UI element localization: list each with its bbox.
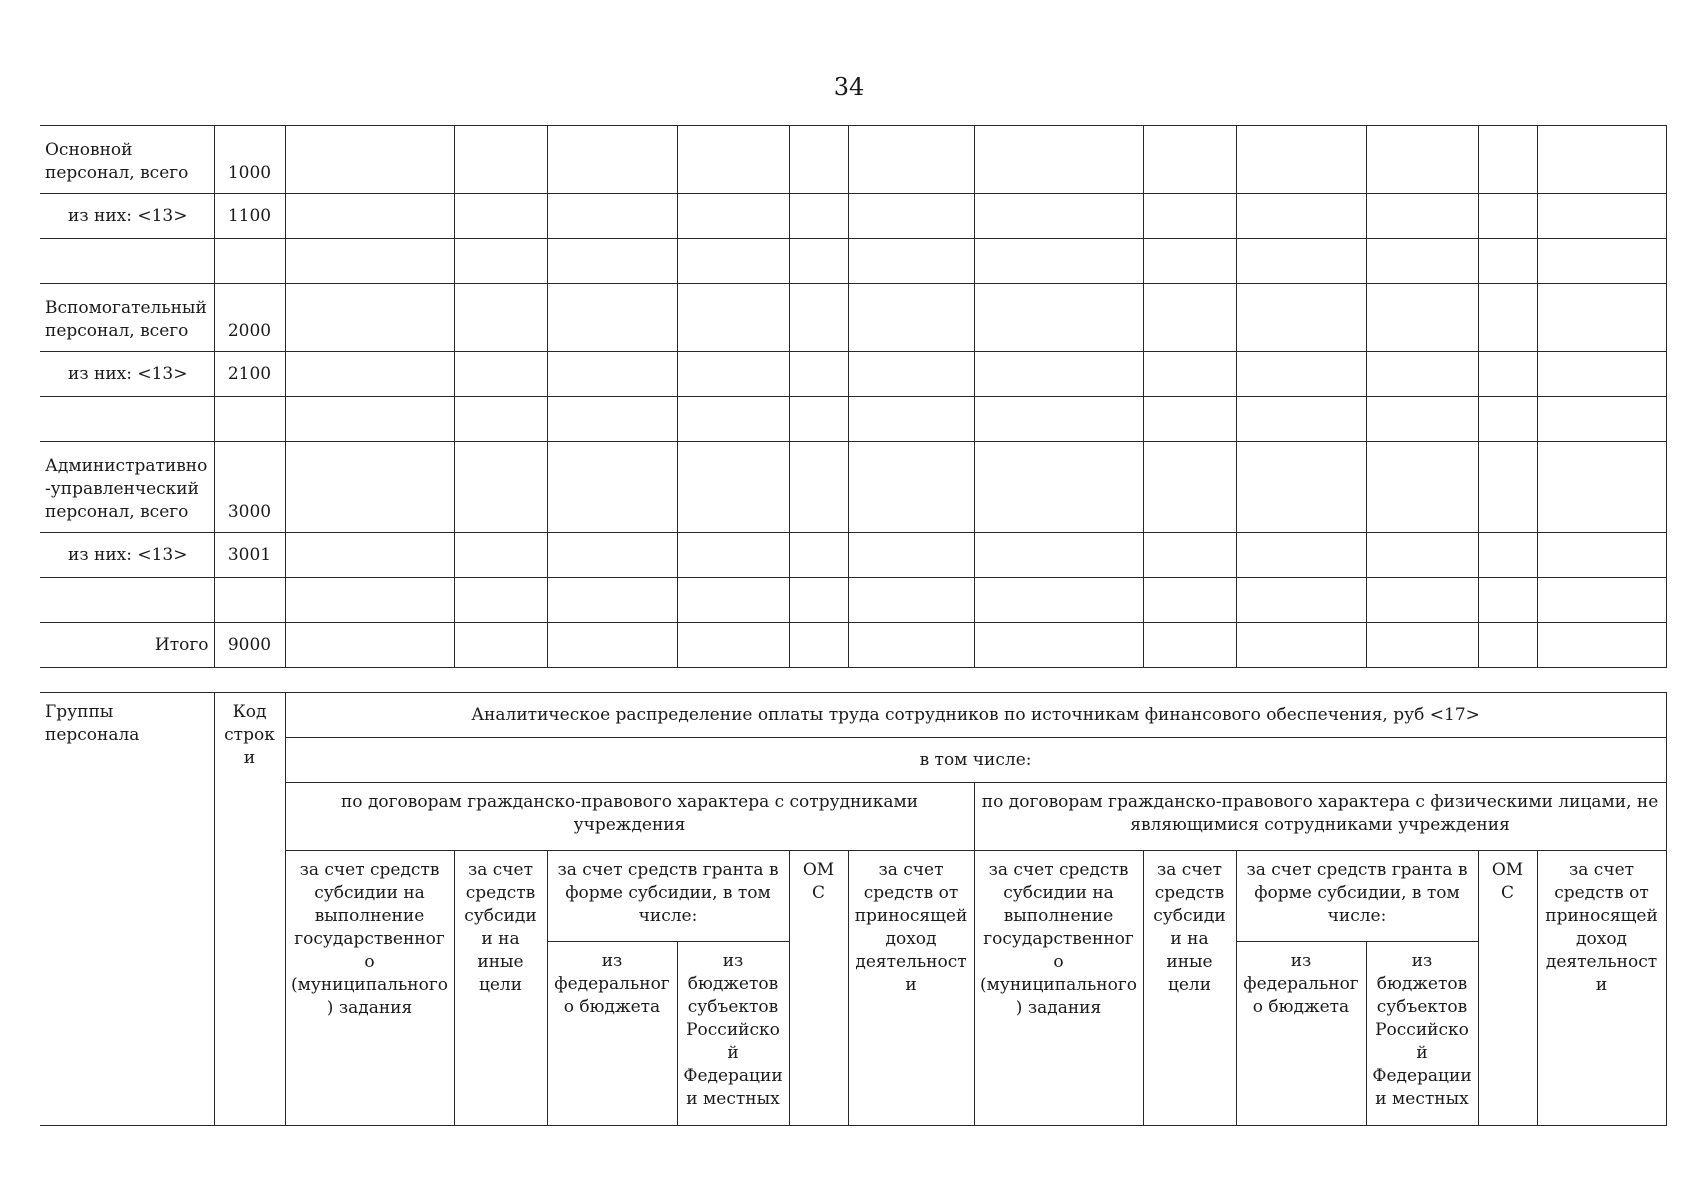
- value-cell: [285, 239, 454, 284]
- value-cell: [285, 352, 454, 397]
- value-cell: [974, 397, 1143, 442]
- value-cell: [285, 397, 454, 442]
- value-cell: [1366, 284, 1478, 352]
- header-col-subsidy-task-2: за счет средств субсидии на выполнение государственного (муниципального ) задания: [974, 851, 1143, 1126]
- value-cell: [547, 194, 677, 239]
- payroll-header-table: [40, 692, 1667, 1126]
- row-code-cell: [214, 397, 285, 442]
- header-main-title: Аналитическое распределение оплаты труда сотрудников по источникам финансового обеспечения, руб <17>: [285, 693, 1666, 738]
- value-cell: [1143, 239, 1236, 284]
- page-number: 34: [833, 73, 865, 101]
- value-cell: [1143, 623, 1236, 668]
- header-row-code: Код строк и: [214, 693, 285, 1126]
- value-cell: [454, 578, 547, 623]
- value-cell: [285, 623, 454, 668]
- value-cell: [1537, 194, 1666, 239]
- value-cell: [1366, 194, 1478, 239]
- value-cell: [1143, 126, 1236, 194]
- value-cell: [1478, 194, 1537, 239]
- table-row: [40, 533, 1666, 578]
- value-cell: [1143, 578, 1236, 623]
- table-row: [40, 352, 1666, 397]
- table-row: [40, 284, 1666, 352]
- table-row: [40, 623, 1666, 668]
- value-cell: [1366, 533, 1478, 578]
- value-cell: [1537, 397, 1666, 442]
- value-cell: [1366, 239, 1478, 284]
- row-code-cell: [214, 578, 285, 623]
- value-cell: [848, 239, 974, 284]
- value-cell: [285, 284, 454, 352]
- value-cell: [1537, 442, 1666, 533]
- header-staff-groups: Группы персонала: [40, 693, 214, 1126]
- staff-group-cell: Итого: [40, 623, 214, 668]
- value-cell: [285, 126, 454, 194]
- value-cell: [454, 194, 547, 239]
- payroll-header-body: [40, 693, 1666, 1126]
- value-cell: [789, 352, 848, 397]
- value-cell: [677, 352, 789, 397]
- value-cell: [547, 533, 677, 578]
- value-cell: [1236, 442, 1366, 533]
- header-col-subsidy-task: за счет средств субсидии на выполнение государственного (муниципального ) задания: [285, 851, 454, 1126]
- row-code-cell: 2100: [214, 352, 285, 397]
- value-cell: [1236, 623, 1366, 668]
- value-cell: [547, 623, 677, 668]
- value-cell: [285, 194, 454, 239]
- value-cell: [848, 126, 974, 194]
- value-cell: [677, 194, 789, 239]
- header-col-grant-federal-2: из федеральног о бюджета: [1236, 942, 1366, 1126]
- header-section-individuals: по договорам гражданско-правового характера с физическими лицами, не являющимися сотрудниками учреждения: [974, 783, 1666, 851]
- value-cell: [547, 442, 677, 533]
- header-col-grant-regional: из бюджетов субъектов Российско й Федерации и местных: [677, 942, 789, 1126]
- value-cell: [1236, 578, 1366, 623]
- value-cell: [677, 442, 789, 533]
- value-cell: [677, 578, 789, 623]
- value-cell: [848, 397, 974, 442]
- value-cell: [285, 578, 454, 623]
- value-cell: [974, 352, 1143, 397]
- header-col-grant-2: за счет средств гранта в форме субсидии, в том числе:: [1236, 851, 1478, 942]
- value-cell: [1478, 239, 1537, 284]
- staff-group-cell: Основной персонал, всего: [40, 126, 214, 194]
- value-cell: [454, 284, 547, 352]
- payroll-data-body: [40, 126, 1666, 668]
- value-cell: [1478, 352, 1537, 397]
- value-cell: [1366, 352, 1478, 397]
- header-col-subsidy-other: за счет средств субсиди и на иные цели: [454, 851, 547, 1126]
- value-cell: [1236, 397, 1366, 442]
- value-cell: [677, 397, 789, 442]
- table-row: [40, 239, 1666, 284]
- value-cell: [848, 533, 974, 578]
- header-including: в том числе:: [285, 738, 1666, 783]
- value-cell: [547, 397, 677, 442]
- header-col-income-2: за счет средств от приносящей доход деятельност и: [1537, 851, 1666, 1126]
- value-cell: [789, 284, 848, 352]
- staff-group-cell: Административно-управленческий персонал, всего: [40, 442, 214, 533]
- value-cell: [789, 239, 848, 284]
- value-cell: [789, 623, 848, 668]
- row-code-cell: 1100: [214, 194, 285, 239]
- value-cell: [1143, 442, 1236, 533]
- value-cell: [1143, 533, 1236, 578]
- value-cell: [1236, 533, 1366, 578]
- staff-group-cell: Вспомогательный персонал, всего: [40, 284, 214, 352]
- value-cell: [1478, 442, 1537, 533]
- value-cell: [848, 442, 974, 533]
- value-cell: [1537, 239, 1666, 284]
- value-cell: [848, 578, 974, 623]
- header-col-grant: за счет средств гранта в форме субсидии, в том числе:: [547, 851, 789, 942]
- row-code-cell: 3000: [214, 442, 285, 533]
- value-cell: [547, 578, 677, 623]
- value-cell: [677, 623, 789, 668]
- table-row: [40, 578, 1666, 623]
- value-cell: [285, 533, 454, 578]
- value-cell: [1478, 623, 1537, 668]
- value-cell: [677, 126, 789, 194]
- table-row: [40, 442, 1666, 533]
- value-cell: [848, 623, 974, 668]
- value-cell: [454, 442, 547, 533]
- row-code-cell: 2000: [214, 284, 285, 352]
- value-cell: [974, 623, 1143, 668]
- value-cell: [789, 578, 848, 623]
- header-col-oms-2: ОМ С: [1478, 851, 1537, 1126]
- table-row: [40, 397, 1666, 442]
- value-cell: [848, 284, 974, 352]
- value-cell: [1537, 623, 1666, 668]
- value-cell: [1366, 578, 1478, 623]
- value-cell: [1236, 126, 1366, 194]
- value-cell: [547, 239, 677, 284]
- value-cell: [677, 239, 789, 284]
- value-cell: [547, 126, 677, 194]
- value-cell: [1478, 578, 1537, 623]
- value-cell: [789, 194, 848, 239]
- value-cell: [974, 284, 1143, 352]
- value-cell: [1478, 533, 1537, 578]
- value-cell: [1236, 194, 1366, 239]
- value-cell: [848, 194, 974, 239]
- table-row: [40, 194, 1666, 239]
- value-cell: [974, 533, 1143, 578]
- value-cell: [974, 239, 1143, 284]
- value-cell: [1366, 126, 1478, 194]
- value-cell: [1236, 239, 1366, 284]
- value-cell: [1236, 284, 1366, 352]
- value-cell: [1537, 284, 1666, 352]
- value-cell: [1478, 397, 1537, 442]
- header-col-oms: ОМ С: [789, 851, 848, 1126]
- row-code-cell: 3001: [214, 533, 285, 578]
- value-cell: [974, 126, 1143, 194]
- row-code-cell: 9000: [214, 623, 285, 668]
- header-col-grant-federal: из федеральног о бюджета: [547, 942, 677, 1126]
- value-cell: [1537, 578, 1666, 623]
- value-cell: [454, 533, 547, 578]
- value-cell: [789, 533, 848, 578]
- value-cell: [1366, 442, 1478, 533]
- staff-group-cell: из них: <13>: [40, 352, 214, 397]
- value-cell: [789, 442, 848, 533]
- value-cell: [789, 126, 848, 194]
- value-cell: [547, 352, 677, 397]
- payroll-data-table: [40, 125, 1667, 668]
- staff-group-cell: [40, 578, 214, 623]
- value-cell: [1143, 352, 1236, 397]
- staff-group-cell: [40, 239, 214, 284]
- value-cell: [1366, 397, 1478, 442]
- value-cell: [1478, 284, 1537, 352]
- value-cell: [677, 284, 789, 352]
- header-section-employees: по договорам гражданско-правового характера с сотрудниками учреждения: [285, 783, 974, 851]
- value-cell: [285, 442, 454, 533]
- value-cell: [974, 442, 1143, 533]
- header-col-grant-regional-2: из бюджетов субъектов Российско й Федерации и местных: [1366, 942, 1478, 1126]
- value-cell: [1143, 397, 1236, 442]
- table-row: [40, 126, 1666, 194]
- staff-group-cell: [40, 397, 214, 442]
- value-cell: [974, 194, 1143, 239]
- value-cell: [454, 239, 547, 284]
- value-cell: [454, 397, 547, 442]
- staff-group-cell: из них: <13>: [40, 533, 214, 578]
- header-col-income: за счет средств от приносящей доход деятельност и: [848, 851, 974, 1126]
- header-col-subsidy-other-2: за счет средств субсиди и на иные цели: [1143, 851, 1236, 1126]
- value-cell: [1537, 126, 1666, 194]
- value-cell: [547, 284, 677, 352]
- value-cell: [454, 352, 547, 397]
- row-code-cell: [214, 239, 285, 284]
- value-cell: [789, 397, 848, 442]
- value-cell: [848, 352, 974, 397]
- staff-group-cell: из них: <13>: [40, 194, 214, 239]
- row-code-cell: 1000: [214, 126, 285, 194]
- value-cell: [974, 578, 1143, 623]
- value-cell: [1143, 284, 1236, 352]
- value-cell: [677, 533, 789, 578]
- value-cell: [454, 623, 547, 668]
- value-cell: [1478, 126, 1537, 194]
- value-cell: [454, 126, 547, 194]
- value-cell: [1366, 623, 1478, 668]
- value-cell: [1236, 352, 1366, 397]
- value-cell: [1143, 194, 1236, 239]
- value-cell: [1537, 352, 1666, 397]
- value-cell: [1537, 533, 1666, 578]
